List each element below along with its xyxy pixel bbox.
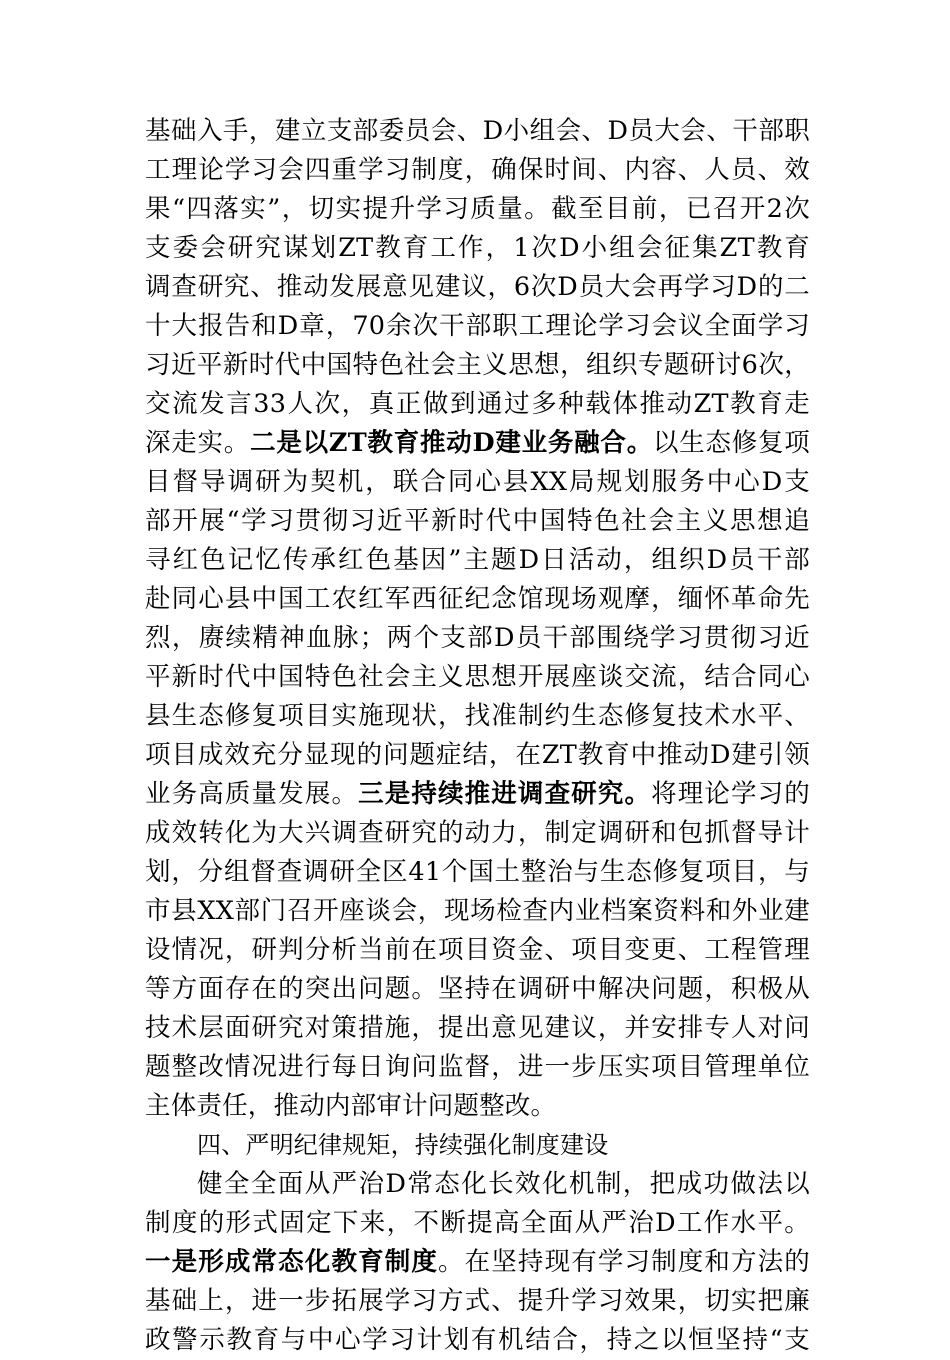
paragraph-line [145,1048,810,1087]
paragraph-line [145,1282,810,1321]
paragraph-line [145,541,810,580]
text-run: 技术层面研究对策措施，提出意见建议，并安排专人对问 [145,1013,810,1043]
body-text [145,112,810,1360]
paragraph-line [145,268,810,307]
paragraph-line [145,892,810,931]
paragraph-line [145,775,810,814]
paragraph-line [145,580,810,619]
text-run: 以生态修复项 [652,428,810,458]
paragraph-line [145,463,810,502]
text-run: 赴同心县中国工农红军西征纪念馆现场观摩，缅怀革命先 [145,584,810,614]
text-run: 基础入手，建立支部委员会、D小组会、D员大会、干部职 [145,116,810,146]
paragraph-line [145,1009,810,1048]
paragraph-line [145,1204,810,1243]
paragraph-line [145,307,810,346]
paragraph-line [145,112,810,151]
text-run: 支委会研究谋划ZT教育工作，1次D小组会征集ZT教育 [145,233,810,263]
text-run: 。在坚持现有学习制度和方法的 [438,1247,810,1277]
paragraph-line [145,385,810,424]
text-run: 设情况，研判分析当前在项目资金、项目变更、工程管理 [145,935,810,965]
bold-phrase: 二是以ZT教育推动D建业务融合。 [250,428,653,458]
text-run: 县生态修复项目实施现状，找准制约生态修复技术水平、 [145,701,810,731]
text-run: 健全全面从严治D常态化长效化机制，把成功做法以 [197,1169,810,1199]
text-run: 工理论学习会四重学习制度，确保时间、内容、人员、效 [145,155,810,185]
paragraph-line [145,229,810,268]
paragraph-line [145,853,810,892]
text-run: 成效转化为大兴调查研究的动力，制定调研和包抓督导计 [145,818,810,848]
text-run: 习近平新时代中国特色社会主义思想，组织专题研讨6次， [145,350,810,380]
text-run: 制度的形式固定下来，不断提高全面从严治D工作水平。 [145,1208,810,1238]
text-run: 目督导调研为契机，联合同心县XX局规划服务中心D支 [145,467,810,497]
text-run: 政警示教育与中心学习计划有机结合，持之以恒坚持“支 [145,1325,810,1355]
section-heading [145,1126,810,1165]
paragraph-line [145,502,810,541]
text-run: 平新时代中国特色社会主义思想开展座谈交流，结合同心 [145,662,810,692]
paragraph-line [145,151,810,190]
text-run: 项目成效充分显现的问题症结，在ZT教育中推动D建引领 [145,740,810,770]
paragraph-line [145,1321,810,1360]
paragraph-line [145,697,810,736]
paragraph-line [145,814,810,853]
paragraph-line [145,658,810,697]
bold-phrase: 一是形成常态化教育制度 [145,1247,439,1277]
text-run: 业务高质量发展。 [145,779,359,809]
text-run: 四、严明纪律规矩，持续强化制度建设 [197,1131,609,1159]
text-run: 市县XX部门召开座谈会，现场检查内业档案资料和外业建 [145,896,810,926]
text-run: 十大报告和D章，70余次干部职工理论学习会议全面学习 [145,311,810,341]
paragraph-line [145,1165,810,1204]
text-run: 题整改情况进行每日询问监督，进一步压实项目管理单位 [145,1052,810,1082]
paragraph-line [145,970,810,1009]
paragraph-line [145,424,810,463]
text-run: 部开展“学习贯彻习近平新时代中国特色社会主义思想追 [145,506,810,536]
paragraph-line [145,619,810,658]
bold-phrase: 三是持续推进调查研究。 [358,779,652,809]
paragraph-line [145,1243,810,1282]
text-run: 基础上，进一步拓展学习方式、提升学习效果，切实把廉 [145,1286,810,1316]
text-run: 将理论学习的 [651,779,811,809]
text-run: 主体责任，推动内部审计问题整改。 [145,1091,557,1121]
text-run: 划，分组督查调研全区41个国土整治与生态修复项目，与 [145,857,810,887]
text-run: 调查研究、推动发展意见建议，6次D员大会再学习D的二 [145,272,810,302]
text-run: 深走实。 [145,428,251,458]
paragraph-line [145,1087,810,1126]
paragraph-line [145,736,810,775]
text-run: 烈，赓续精神血脉；两个支部D员干部围绕学习贯彻习近 [145,623,810,653]
paragraph-line [145,931,810,970]
paragraph-line [145,346,810,385]
text-run: 寻红色记忆传承红色基因”主题D日活动，组织D员干部 [145,545,810,575]
paragraph-line [145,190,810,229]
text-run: 等方面存在的突出问题。坚持在调研中解决问题，积极从 [145,974,810,1004]
text-run: 交流发言33人次，真正做到通过多种载体推动ZT教育走 [145,389,810,419]
text-run: 果“四落实”，切实提升学习质量。截至目前，已召开2次 [145,194,810,224]
